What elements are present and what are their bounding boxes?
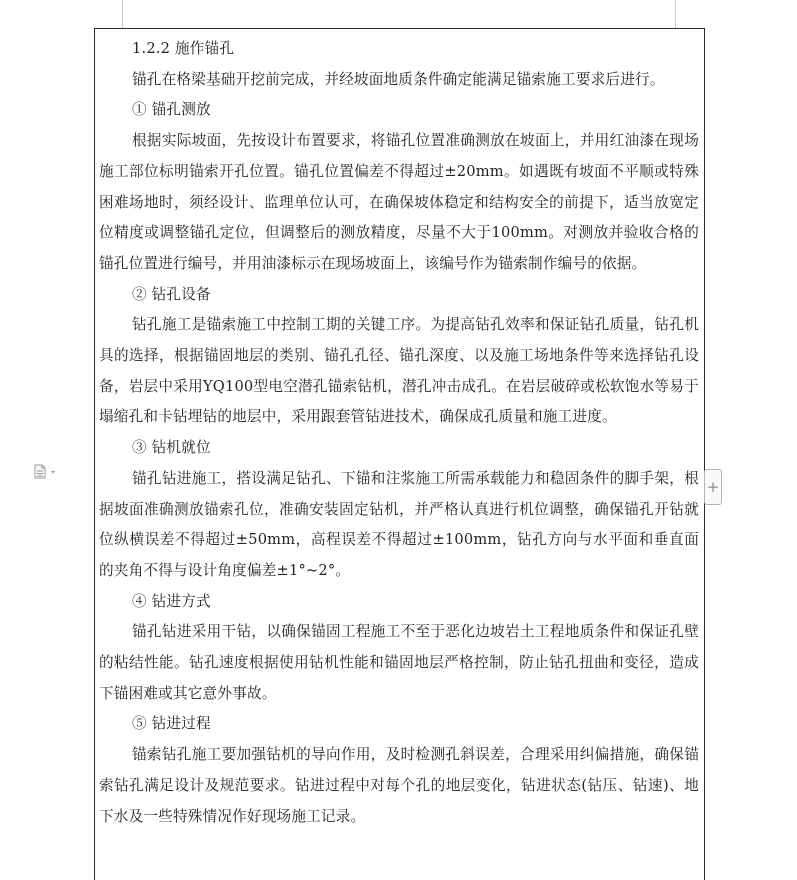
subsection-heading: ④ 钻进方式 xyxy=(132,592,211,610)
document-body xyxy=(99,34,699,832)
body-paragraph: 锚孔在格梁基础开挖前完成，并经坡面地质条件确定能满足锚索施工要求后进行。 xyxy=(132,70,665,88)
page-margin-guide-right xyxy=(675,0,676,28)
page-margin-guide-left xyxy=(122,0,123,28)
subsection-heading: ③ 钻机就位 xyxy=(132,439,211,457)
body-paragraph: 锚孔钻进施工，搭设满足钻孔、下锚和注浆施工所需承载能力和稳固条件的脚手架，根据坡面准确测放锚索孔位，准确安装固定钻机，并严格认真进行机位调整，确保锚孔开钻就位纵横误差不得超过±50mm，高程误差不得超过±100mm，钻孔方向与水平面和垂直面的夹角不得与设计角度偏差±1°~2°。 xyxy=(99,469,699,579)
text-frame xyxy=(94,28,705,880)
document-icon[interactable] xyxy=(33,463,61,481)
subsection-heading: ⑤ 钻进过程 xyxy=(132,715,211,733)
section-heading: 1.2.2 施作锚孔 xyxy=(132,40,235,57)
subsection-heading: ② 钻孔设备 xyxy=(132,285,211,303)
add-button[interactable]: + xyxy=(704,469,722,505)
body-paragraph: 根据实际坡面，先按设计布置要求，将锚孔位置准确测放在坡面上，并用红油漆在现场施工部位标明锚索开孔位置。锚孔位置偏差不得超过±20mm。如遇既有坡面不平顺或特殊困难场地时，须经设计、监理单位认可，在确保坡体稳定和结构安全的前提下，适当放宽定位精度或调整锚孔定位，但调整后的测放精度，尽量不大于100mm。对测放并验收合格的锚孔位置进行编号，并用油漆标示在现场坡面上，该编号作为锚索制作编号的依据。 xyxy=(99,132,699,272)
subsection-heading: ① 锚孔测放 xyxy=(132,101,211,119)
body-paragraph: 钻孔施工是锚索施工中控制工期的关键工序。为提高钻孔效率和保证钻孔质量，钻孔机具的选择，根据锚固地层的类别、锚孔孔径、锚孔深度、以及施工场地条件等来选择钻孔设备，岩层中采用YQ100型电空潜孔锚索钻机，潜孔冲击成孔。在岩层破碎或松软饱水等易于塌缩孔和卡钻埋钻的地层中，采用跟套管钻进技术，确保成孔质量和施工进度。 xyxy=(99,316,699,426)
body-paragraph: 锚孔钻进采用干钻，以确保锚固工程施工不至于恶化边坡岩土工程地质条件和保证孔壁的粘结性能。钻孔速度根据使用钻机性能和锚固地层严格控制，防止钻孔扭曲和变径，造成下锚困难或其它意外事故。 xyxy=(99,623,699,702)
document-icon-graphic xyxy=(33,463,61,481)
body-paragraph: 锚索钻孔施工要加强钻机的导向作用，及时检测孔斜误差，合理采用纠偏措施，确保锚索钻孔满足设计及规范要求。钻进过程中对每个孔的地层变化，钻进状态(钻压、钻速)、地下水及一些特殊情况作好现场施工记录。 xyxy=(99,746,699,825)
